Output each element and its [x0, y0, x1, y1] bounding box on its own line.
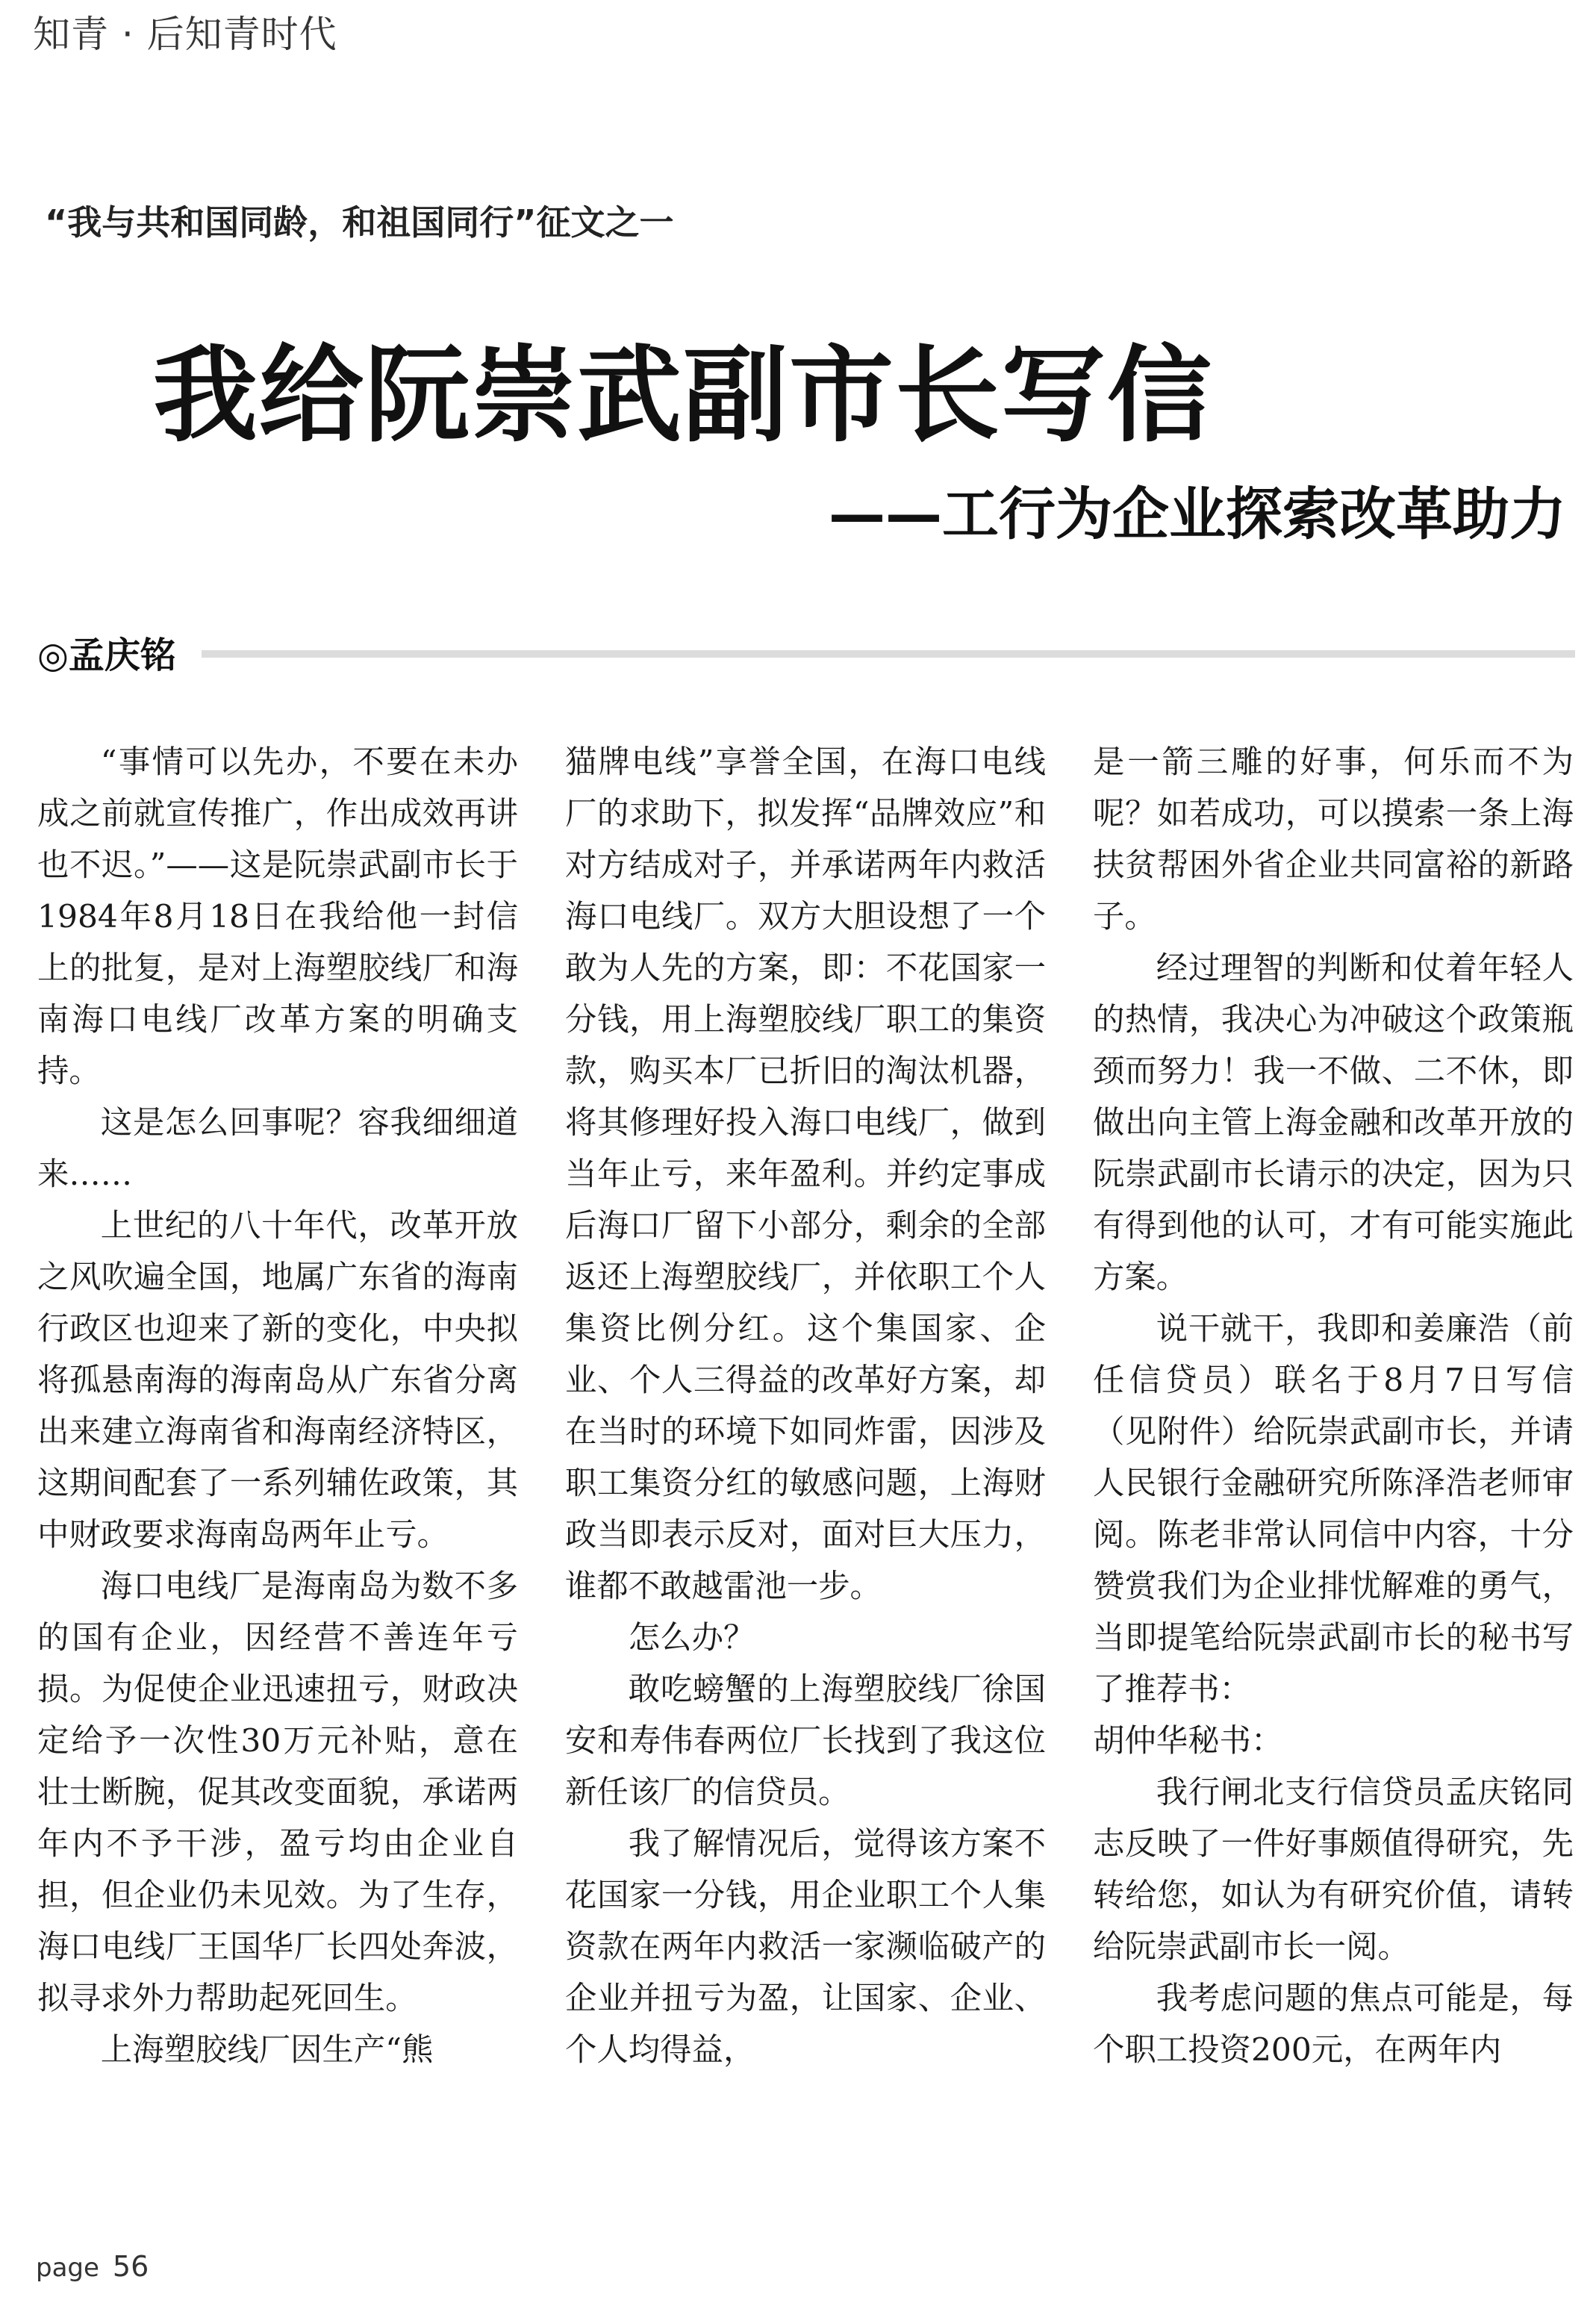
paragraph: 我行闸北支行信贷员孟庆铭同志反映了一件好事颇值得研究，先转给您，如认为有研究价值，请转给阮崇武副市长一阅。 — [1093, 1774, 1574, 1965]
author-name: ◎孟庆铭 — [37, 634, 176, 676]
paragraph: 经过理智的判断和仗着年轻人的热情，我决心为冲破这个政策瓶颈而努力！我一不做、二不休，即做出向主管上海金融和改革开放的阮崇武副市长请示的决定，因为只有得到他的认可，才有可能实施此方案。 — [1093, 950, 1574, 1295]
page-label: page — [36, 2253, 99, 2283]
paragraph: 是一箭三雕的好事，何乐而不为呢？如若成功，可以摸索一条上海扶贫帮困外省企业共同富裕的新路子。 — [1093, 744, 1574, 935]
section-header: 知青 · 后知青时代 — [33, 13, 337, 56]
paragraph: 上世纪的八十年代，改革开放之风吹遍全国，地属广东省的海南行政区也迎来了新的变化，中央拟将孤悬南海的海南岛从广东省分离出来建立海南省和海南经济特区，这期间配套了一系列辅佐政策，其中财政要求海南岛两年止亏。 — [37, 1207, 518, 1553]
paragraph: 猫牌电线”享誉全国，在海口电线厂的求助下，拟发挥“品牌效应”和对方结成对子，并承诺两年内救活海口电线厂。双方大胆设想了一个敢为人先的方案，即：不花国家一分钱，用上海塑胶线厂职工的集资款，购买本厂已折旧的淘汰机器，将其修理好投入海口电线厂，做到当年止亏，来年盈利。并约定事成后海口厂留下小部分，剩余的全部返还上海塑胶线厂，并依职工个人集资比例分红。这个集国家、企业、个人三得益的改革好方案，却在当时的环境下如同炸雷，因涉及职工集资分红的敏感问题，上海财政当即表示反对，面对巨大压力，谁都不敢越雷池一步。 — [565, 744, 1046, 1604]
text-column-2 — [565, 736, 1046, 2184]
paragraph: 我了解情况后，觉得该方案不花国家一分钱，用企业职工个人集资款在两年内救活一家濒临破产的企业并扭亏为盈，让国家、企业、个人均得益， — [565, 1825, 1046, 2068]
paragraph: 海口电线厂是海南岛为数不多的国有企业，因经营不善连年亏损。为促使企业迅速扭亏，财政决定给予一次性30万元补贴，意在壮士断腕，促其改变面貌，承诺两年内不予干涉，盈亏均由企业自担，但企业仍未见效。为了生存，海口电线厂王国华厂长四处奔波，拟寻求外力帮助起死回生。 — [37, 1568, 518, 2016]
page-number: 56 — [112, 2250, 149, 2283]
author-row — [37, 626, 1575, 678]
text-column-1 — [37, 736, 518, 2184]
paragraph: 这是怎么回事呢？容我细细道来…… — [37, 1104, 518, 1192]
paragraph: “事情可以先办，不要在未办成之前就宣传推广，作出成效再讲也不迟。”——这是阮崇武副市长于1984年8月18日在我给他一封信上的批复，是对上海塑胶线厂和海南海口电线厂改革方案的明确支持。 — [37, 744, 518, 1089]
page-footer — [36, 2250, 149, 2283]
text-column-3 — [1093, 736, 1574, 2184]
article-subtitle: ——工行为企业探索改革助力 — [829, 481, 1566, 547]
paragraph: 怎么办？ — [628, 1619, 755, 1656]
article-title: 我给阮崇武副市长写信 — [153, 335, 1214, 457]
paragraph: 说干就干，我即和姜廉浩（前任信贷员）联名于8月7日写信（见附件）给阮崇武副市长，并请人民银行金融研究所陈泽浩老师审阅。陈老非常认同信中内容，十分赞赏我们为企业排忧解难的勇气，当即提笔给阮崇武副市长的秘书写了推荐书： — [1093, 1310, 1574, 1707]
paragraph: 上海塑胶线厂因生产“熊 — [100, 2031, 434, 2068]
paragraph: 我考虑问题的焦点可能是，每个职工投资200元，在两年内 — [1093, 1980, 1574, 2068]
series-label: “我与共和国同龄，和祖国同行”征文之一 — [45, 202, 674, 243]
author-divider — [202, 650, 1575, 658]
letter-salutation: 胡仲华秘书： — [1093, 1722, 1283, 1759]
paragraph: 敢吃螃蟹的上海塑胶线厂徐国安和寿伟春两位厂长找到了我这位新任该厂的信贷员。 — [565, 1671, 1046, 1810]
